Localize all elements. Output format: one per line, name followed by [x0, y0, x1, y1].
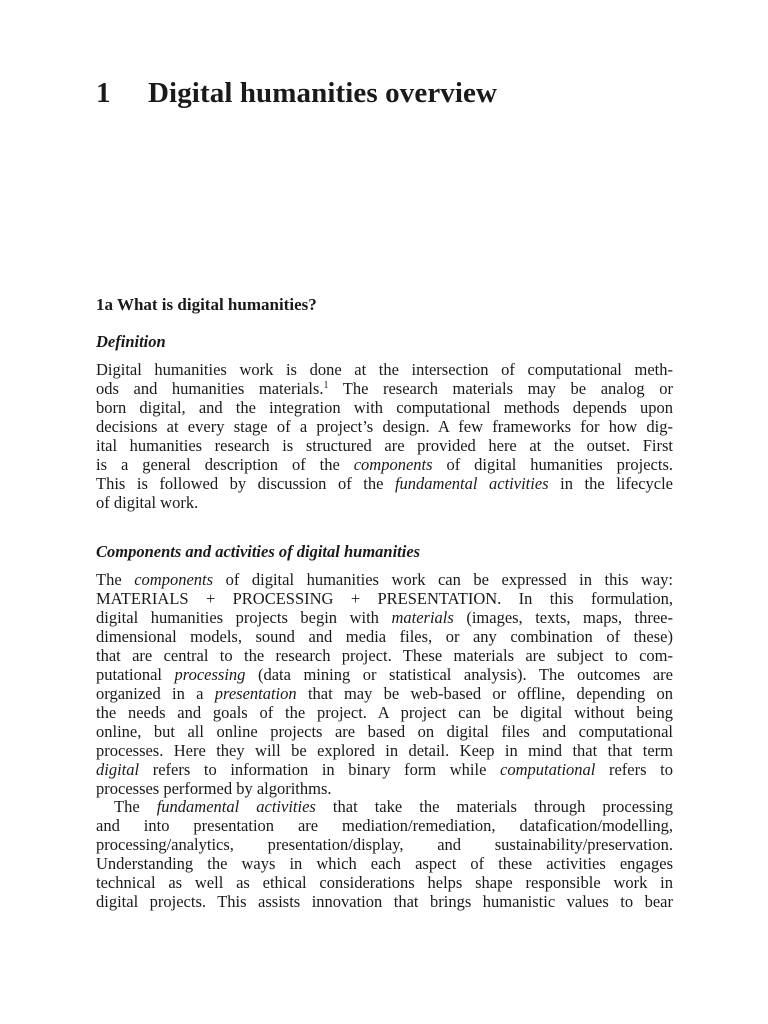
text-line: ods and humanities materials.$^1$ The research materials may be analog or: [96, 379, 673, 398]
text-line: digital humanities projects begin with materials (images, texts, maps, three-: [96, 608, 673, 627]
text-line: that are central to the research project. These materials are subject to com-: [96, 646, 673, 665]
text-line: ital humanities research is structured are provided here at the outset. First: [96, 436, 673, 455]
text-line: and into presentation are mediation/remediation, datafication/modelling,: [96, 816, 673, 835]
definition-paragraph: [96, 360, 673, 512]
text-line: is a general description of the components of digital humanities projects.: [96, 455, 673, 474]
components-subhead: Components and activities of digital humanities: [96, 542, 421, 561]
definition-subhead: Definition: [96, 332, 166, 351]
text-line: processing/analytics, presentation/display, and sustainability/preservation.: [96, 835, 673, 854]
text-line: processes. Here they will be explored in detail. Keep in mind that that term: [96, 741, 673, 760]
text-line: Understanding the ways in which each aspect of these activities engages: [96, 854, 673, 873]
text-line: MATERIALS + PROCESSING + PRESENTATION. In this formulation,: [96, 589, 673, 608]
text-line: organized in a presentation that may be web-based or offline, depending on: [96, 684, 673, 703]
text-line: digital projects. This assists innovation that brings humanistic values to bear: [96, 892, 673, 911]
text-line: dimensional models, sound and media files, or any combination of these): [96, 627, 673, 646]
text-line: of digital work.: [96, 493, 199, 512]
footnote-marker: 1: [323, 380, 329, 391]
text-line: the needs and goals of the project. A project can be digital without being: [96, 703, 673, 722]
text-line: The fundamental activities that take the materials through processing: [114, 797, 673, 816]
chapter-number: 1: [96, 77, 111, 109]
section-heading: 1a What is digital humanities?: [96, 295, 317, 314]
text-line: processes performed by algorithms.: [96, 779, 332, 798]
chapter-title-text: Digital humanities overview: [148, 77, 498, 109]
text-line: The components of digital humanities work can be expressed in this way:: [96, 570, 673, 589]
text-line: putational processing (data mining or statistical analysis). The outcomes are: [96, 665, 673, 684]
text-line: decisions at every stage of a project’s design. A few frameworks for how dig-: [96, 417, 673, 436]
text-line: born digital, and the integration with computational methods depends upon: [96, 398, 673, 417]
text-line: online, but all online projects are based on digital files and computational: [96, 722, 673, 741]
text-line: Digital humanities work is done at the intersection of computational meth-: [96, 360, 673, 379]
text-line: This is followed by discussion of the fundamental activities in the lifecycle: [96, 474, 673, 493]
activities-paragraph: [96, 797, 673, 911]
text-line: digital refers to information in binary form while computational refers to: [96, 760, 673, 779]
text-line: technical as well as ethical considerations helps shape responsible work in: [96, 873, 673, 892]
chapter-title: [96, 76, 497, 110]
components-paragraph: [96, 570, 673, 798]
